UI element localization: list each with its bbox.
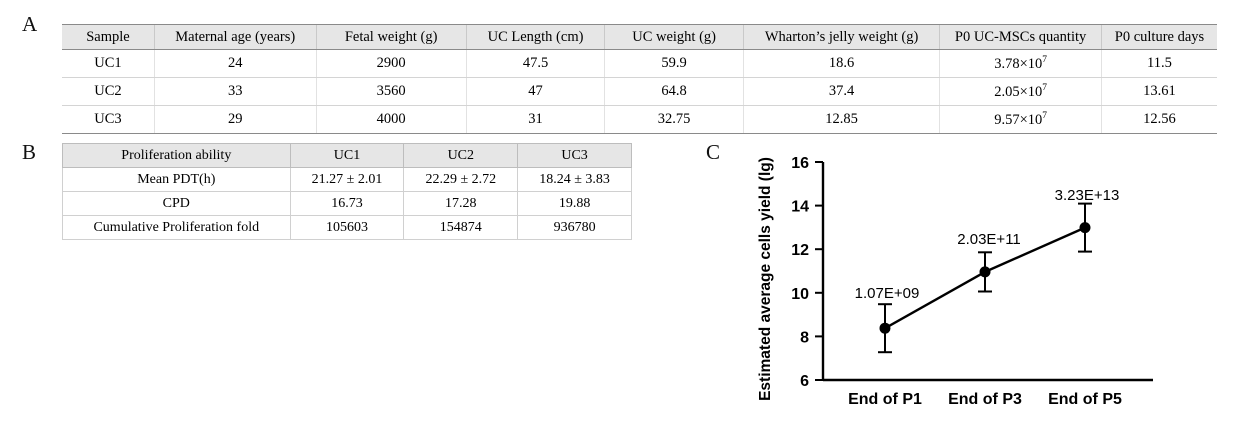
row-label-mean-pdt: Mean PDT(h) (63, 168, 291, 192)
data-point-marker (980, 266, 991, 277)
p0-quantity-exponent: 7 (1042, 54, 1047, 65)
y-axis-ticks (815, 162, 823, 380)
cell-uc3: 18.24 ± 3.83 (518, 168, 632, 192)
cell-uc-length: 47.5 (466, 50, 605, 78)
cell-uc1: 16.73 (290, 192, 404, 216)
data-point-marker (1080, 222, 1091, 233)
col-header-uc2: UC2 (404, 144, 518, 168)
cells-yield-chart (735, 148, 1235, 423)
col-header-uc3: UC3 (518, 144, 632, 168)
cell-uc3: 19.88 (518, 192, 632, 216)
col-header-p0-days: P0 culture days (1101, 25, 1217, 50)
table-row (63, 216, 632, 240)
cell-sample: UC2 (62, 78, 154, 106)
col-header-sample: Sample (62, 25, 154, 50)
x-tick-label: End of P1 (848, 391, 922, 408)
cell-uc2: 22.29 ± 2.72 (404, 168, 518, 192)
y-tick-label: 10 (791, 285, 809, 303)
chart-svg (735, 148, 1235, 423)
cell-uc-length: 31 (466, 106, 605, 134)
cell-sample: UC1 (62, 50, 154, 78)
p0-quantity-mantissa: 9.57×10 (994, 111, 1043, 128)
cell-fetal-weight: 3560 (316, 78, 466, 106)
col-header-fetal-weight: Fetal weight (g) (316, 25, 466, 50)
cell-p0-quantity (940, 106, 1102, 134)
p0-quantity-exponent: 7 (1042, 110, 1047, 121)
data-point-label: 2.03E+11 (957, 231, 1021, 248)
error-bars (878, 204, 1092, 353)
col-header-uc1: UC1 (290, 144, 404, 168)
table-header-row (63, 144, 632, 168)
table-row (62, 106, 1217, 134)
row-label-cumulative-fold: Cumulative Proliferation fold (63, 216, 291, 240)
cell-p0-days: 12.56 (1101, 106, 1217, 134)
cell-fetal-weight: 4000 (316, 106, 466, 134)
cell-p0-days: 13.61 (1101, 78, 1217, 106)
table-header-row (62, 25, 1217, 50)
cell-uc-weight: 59.9 (605, 50, 744, 78)
col-header-uc-weight: UC weight (g) (605, 25, 744, 50)
cell-wj-weight: 12.85 (743, 106, 939, 134)
x-tick-labels (848, 391, 1122, 408)
data-point-label: 1.07E+09 (854, 285, 920, 302)
col-header-p0-quantity: P0 UC-MSCs quantity (940, 25, 1102, 50)
cell-maternal-age: 33 (154, 78, 316, 106)
y-tick-label: 16 (791, 155, 809, 172)
cell-sample: UC3 (62, 106, 154, 134)
cell-maternal-age: 29 (154, 106, 316, 134)
table-b-container (62, 143, 632, 240)
cell-wj-weight: 18.6 (743, 50, 939, 78)
p0-quantity-mantissa: 3.78×10 (994, 55, 1043, 72)
table-row (63, 168, 632, 192)
cell-uc-length: 47 (466, 78, 605, 106)
cell-maternal-age: 24 (154, 50, 316, 78)
cell-p0-days: 11.5 (1101, 50, 1217, 78)
row-label-cpd: CPD (63, 192, 291, 216)
cell-p0-quantity (940, 78, 1102, 106)
cell-wj-weight: 37.4 (743, 78, 939, 106)
p0-quantity-exponent: 7 (1042, 82, 1047, 93)
data-point-marker (880, 323, 891, 334)
table-row (62, 78, 1217, 106)
col-header-maternal-age: Maternal age (years) (154, 25, 316, 50)
panel-a-label: A (22, 12, 38, 36)
table-row (62, 50, 1217, 78)
cell-p0-quantity (940, 50, 1102, 78)
x-tick-label: End of P3 (948, 391, 1022, 408)
y-tick-label: 12 (791, 242, 809, 260)
col-header-wj-weight: Wharton’s jelly weight (g) (743, 25, 939, 50)
panel-b-label: B (22, 140, 37, 164)
p0-quantity-mantissa: 2.05×10 (994, 83, 1043, 100)
sample-characteristics-table (62, 24, 1217, 134)
y-tick-label: 14 (791, 198, 809, 216)
y-tick-label: 6 (800, 373, 809, 390)
data-point-label: 3.23E+13 (1054, 187, 1120, 204)
panel-c-label: C (706, 140, 721, 164)
table-row (63, 192, 632, 216)
cell-uc-weight: 64.8 (605, 78, 744, 106)
cell-fetal-weight: 2900 (316, 50, 466, 78)
cell-uc2: 154874 (404, 216, 518, 240)
y-tick-labels (791, 155, 809, 390)
proliferation-ability-table (62, 143, 632, 240)
cell-uc1: 21.27 ± 2.01 (290, 168, 404, 192)
y-tick-label: 8 (800, 329, 809, 347)
x-tick-label: End of P5 (1048, 391, 1122, 408)
cell-uc2: 17.28 (404, 192, 518, 216)
cell-uc3: 936780 (518, 216, 632, 240)
cell-uc-weight: 32.75 (605, 106, 744, 134)
chart-y-axis-label: Estimated average cells yield (lg) (757, 157, 774, 401)
col-header-proliferation-ability: Proliferation ability (63, 144, 291, 168)
cell-uc1: 105603 (290, 216, 404, 240)
col-header-uc-length: UC Length (cm) (466, 25, 605, 50)
table-a-container (62, 24, 1217, 134)
